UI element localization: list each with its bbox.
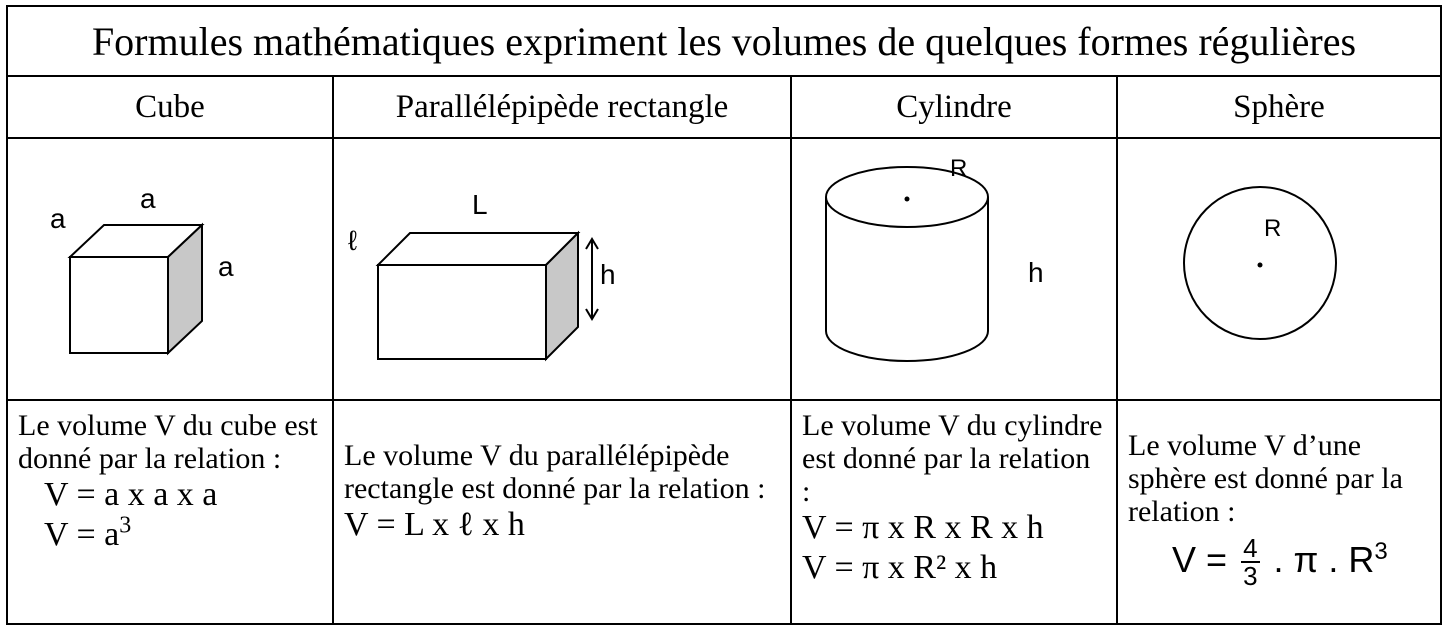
cylinder-formula-1: V = π x R x R x h [802, 509, 1044, 546]
parallelepiped-figure [334, 139, 790, 399]
sphere-figure [1118, 139, 1440, 399]
cube-description: Le volume V du cube est donné par la relation : [18, 409, 318, 475]
sphere-radius-label: R [1264, 215, 1282, 242]
cube-description-cell [8, 401, 332, 623]
cylinder-formula-2: V = π x R² x h [802, 549, 998, 586]
volume-formulas-table [6, 5, 1442, 625]
parallelepiped-height-label: h [600, 259, 616, 290]
parallelepiped-formula: V = L x ℓ x h [344, 506, 525, 543]
cylinder-height-label: h [1028, 257, 1044, 288]
cylinder-radius-label: R [950, 155, 968, 182]
parallelepiped-width-label: ℓ [348, 225, 358, 256]
header-parallelepiped: Parallélépipède rectangle [334, 77, 790, 139]
header-cylinder: Cylindre [792, 77, 1116, 139]
cylinder-figure-cell [792, 139, 1116, 401]
cube-formula-1: V = a x a x a [44, 476, 218, 513]
parallelepiped-description-cell [334, 401, 790, 623]
cube-formula-2 [18, 512, 322, 555]
cube-edge-label-right: a [218, 251, 234, 282]
cylinder-description-cell [792, 401, 1116, 623]
cube-formula-2-exponent: 3 [119, 512, 132, 539]
cube-edge-label-left: a [50, 203, 66, 234]
sphere-formula-lhs: V = [1172, 539, 1228, 580]
sphere-description: Le volume V d’une sphère est donné par la relation : [1128, 429, 1403, 528]
sphere-formula-fraction [1241, 533, 1259, 592]
parallelepiped-figure-cell [334, 139, 790, 401]
fraction-denominator: 3 [1243, 561, 1258, 592]
sphere-figure-cell [1118, 139, 1440, 401]
cube-figure-cell [8, 139, 332, 401]
cube-figure [8, 139, 332, 399]
parallelepiped-length-label: L [472, 189, 488, 220]
table-title: Formules mathématiques expriment les volumes de quelques formes régulières [8, 7, 1440, 77]
sphere-formula-rhs: . π . R [1273, 539, 1375, 580]
sphere-formula [1128, 533, 1430, 592]
cube-formula-2-base: V = a [44, 516, 120, 553]
header-cube: Cube [8, 77, 332, 139]
parallelepiped-description: Le volume V du parallélépipède rectangle est donné par la relation : [344, 439, 766, 505]
cylinder-description: Le volume V du cylindre est donné par la relation : [802, 409, 1103, 508]
sphere-description-cell [1118, 401, 1440, 623]
cube-edge-label-top: a [140, 183, 156, 214]
fraction-numerator: 4 [1243, 533, 1258, 564]
header-sphere: Sphère [1118, 77, 1440, 139]
sphere-formula-exponent: 3 [1374, 538, 1388, 565]
